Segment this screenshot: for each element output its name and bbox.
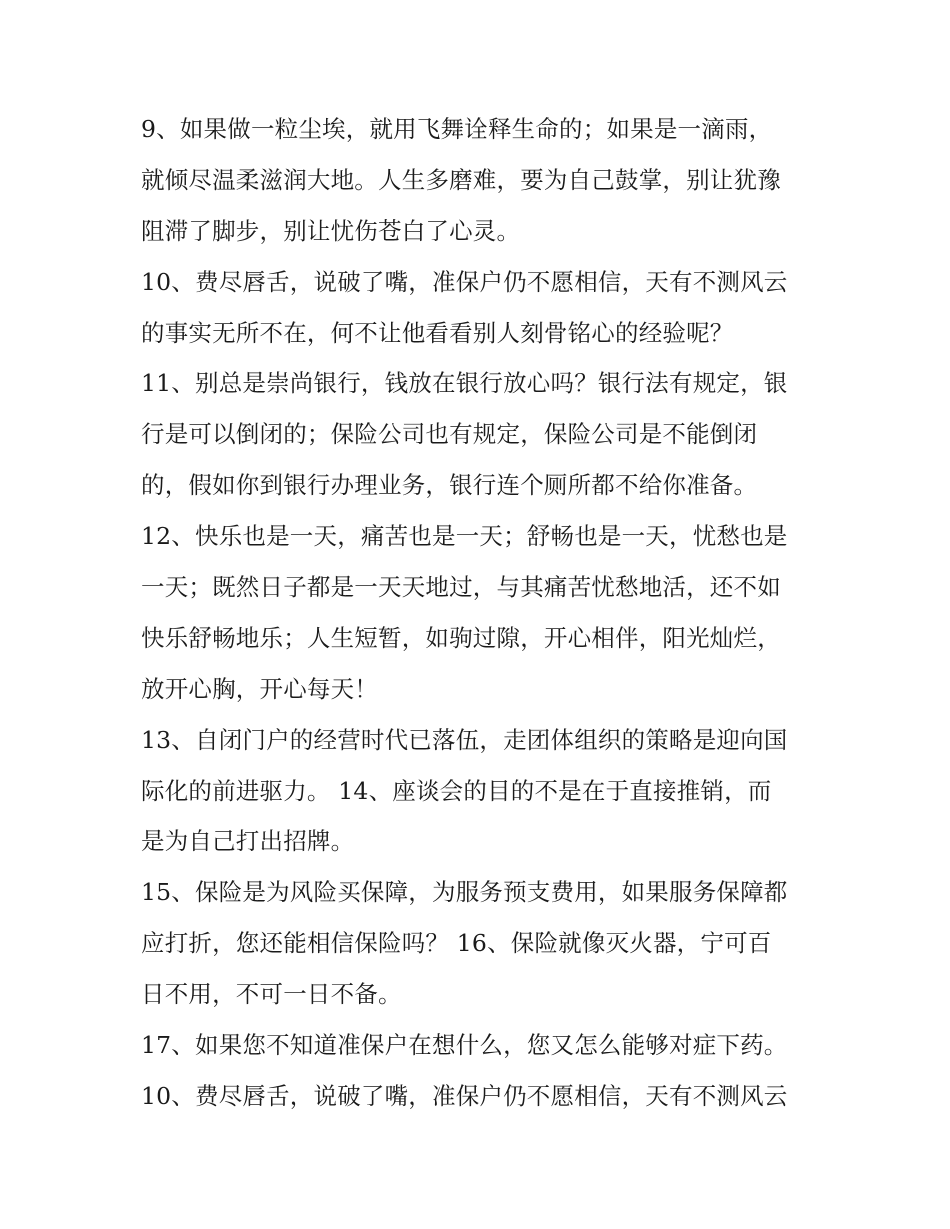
text-line: 17、如果您不知道准保户在想什么，您又怎么能够对症下药。 [141, 1031, 788, 1060]
text-line: 10、费尽唇舌，说破了嘴，准保户仍不愿相信，天有不测风云 [141, 1081, 788, 1110]
text-line: 日不用，不可一日不备。 [141, 980, 402, 1009]
text-line: 放开心胸，开心每天！ [141, 674, 378, 703]
text-line: 11、别总是崇尚银行，钱放在银行放心吗？银行法有规定，银 [141, 369, 788, 398]
text-line: 15、保险是为风险买保障，为服务预支费用，如果服务保障都 [141, 878, 788, 907]
text-line: 就倾尽温柔滋润大地。人生多磨难，要为自己鼓掌，别让犹豫 [141, 165, 781, 194]
text-line: 10、费尽唇舌，说破了嘴，准保户仍不愿相信，天有不测风云 [141, 267, 788, 296]
text-line: 12、快乐也是一天，痛苦也是一天；舒畅也是一天，忧愁也是 [141, 522, 788, 551]
text-line: 9、如果做一粒尘埃，就用飞舞诠释生命的；如果是一滴雨， [141, 115, 773, 143]
document-body [141, 104, 821, 1122]
text-line: 的事实无所不在，何不让他看看别人刻骨铭心的经验呢？ [141, 318, 734, 347]
text-line: 的，假如你到银行办理业务，银行连个厕所都不给你准备。 [141, 471, 758, 500]
text-line: 阻滞了脚步，别让忧伤苍白了心灵。 [141, 216, 521, 245]
text-line: 一天；既然日子都是一天天地过，与其痛苦忧愁地活，还不如 [141, 573, 781, 602]
text-line: 13、自闭门户的经营时代已落伍，走团体组织的策略是迎向国 [141, 725, 788, 754]
text-line: 是为自己打出招牌。 [141, 827, 355, 856]
text-line: 行是可以倒闭的；保险公司也有规定，保险公司是不能倒闭 [141, 420, 758, 449]
text-line: 应打折，您还能相信保险吗？ 16、保险就像灭火器，宁可百 [141, 929, 772, 958]
text-line: 际化的前进驱力。 14、座谈会的目的不是在于直接推销，而 [141, 776, 772, 805]
text-line: 快乐舒畅地乐；人生短暂，如驹过隙，开心相伴，阳光灿烂， [141, 623, 781, 652]
